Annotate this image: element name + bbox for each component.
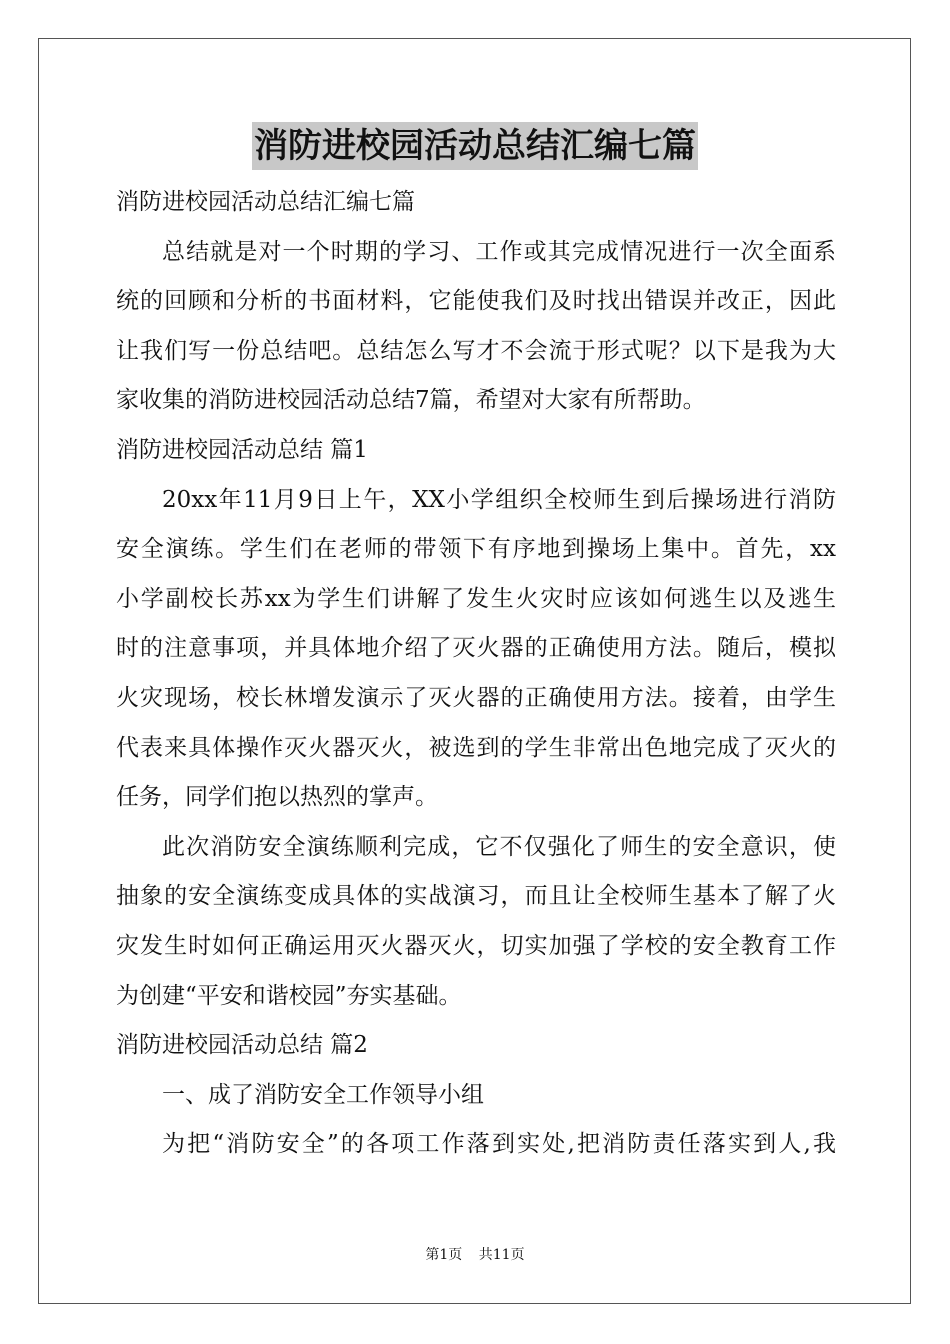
paragraph-line: 抽象的安全演练变成具体的实战演习，而且让全校师生基本了解了火 xyxy=(116,883,836,910)
paragraph-line: 火灾现场，校长林增发演示了灭火器的正确使用方法。接着，由学生 xyxy=(116,684,836,711)
paragraph-line: 任务，同学们抱以热烈的掌声。 xyxy=(116,784,438,811)
section-heading: 消防进校园活动总结 篇2 xyxy=(116,1032,368,1059)
paragraph-line: 小学副校长苏xx为学生们讲解了发生火灾时应该如何逃生以及逃生 xyxy=(116,585,836,612)
paragraph-line: 为把“消防安全”的各项工作落到实处,把消防责任落实到人,我 xyxy=(162,1131,836,1158)
subtitle-line: 消防进校园活动总结汇编七篇 xyxy=(116,189,415,215)
document-body xyxy=(116,178,836,1170)
paragraph-line: 20xx年11月9日上午，XX小学组织全校师生到后操场进行消防 xyxy=(162,486,836,513)
paragraph-line: 灾发生时如何正确运用灭火器灭火，切实加强了学校的安全教育工作 xyxy=(116,932,836,959)
paragraph-line: 安全演练。学生们在老师的带领下有序地到操场上集中。首先，xx xyxy=(116,536,836,563)
paragraph-line: 代表来具体操作灭火器灭火，被选到的学生非常出色地完成了灭火的 xyxy=(116,734,836,761)
page-footer xyxy=(0,1244,950,1264)
subheading-line: 一、成了消防安全工作领导小组 xyxy=(162,1081,484,1108)
document-title: 消防进校园活动总结汇编七篇 xyxy=(252,122,698,170)
paragraph-line: 统的回顾和分析的书面材料，它能使我们及时找出错误并改正，因此 xyxy=(116,288,836,315)
paragraph-line: 此次消防安全演练顺利完成，它不仅强化了师生的安全意识，使 xyxy=(162,833,836,860)
page-total: 共11页 xyxy=(478,1247,525,1263)
page-number: 第1页 xyxy=(425,1247,463,1263)
paragraph-line: 让我们写一份总结吧。总结怎么写才不会流于形式呢？以下是我为大 xyxy=(116,337,836,364)
paragraph-line: 总结就是对一个时期的学习、工作或其完成情况进行一次全面系 xyxy=(162,238,836,265)
paragraph-line: 为创建“平安和谐校园”夯实基础。 xyxy=(116,982,462,1009)
paragraph-line: 家收集的消防进校园活动总结7篇，希望对大家有所帮助。 xyxy=(116,387,706,414)
section-heading: 消防进校园活动总结 篇1 xyxy=(116,436,368,463)
paragraph-line: 时的注意事项，并具体地介绍了灭火器的正确使用方法。随后，模拟 xyxy=(116,635,836,662)
title-container xyxy=(0,122,950,170)
